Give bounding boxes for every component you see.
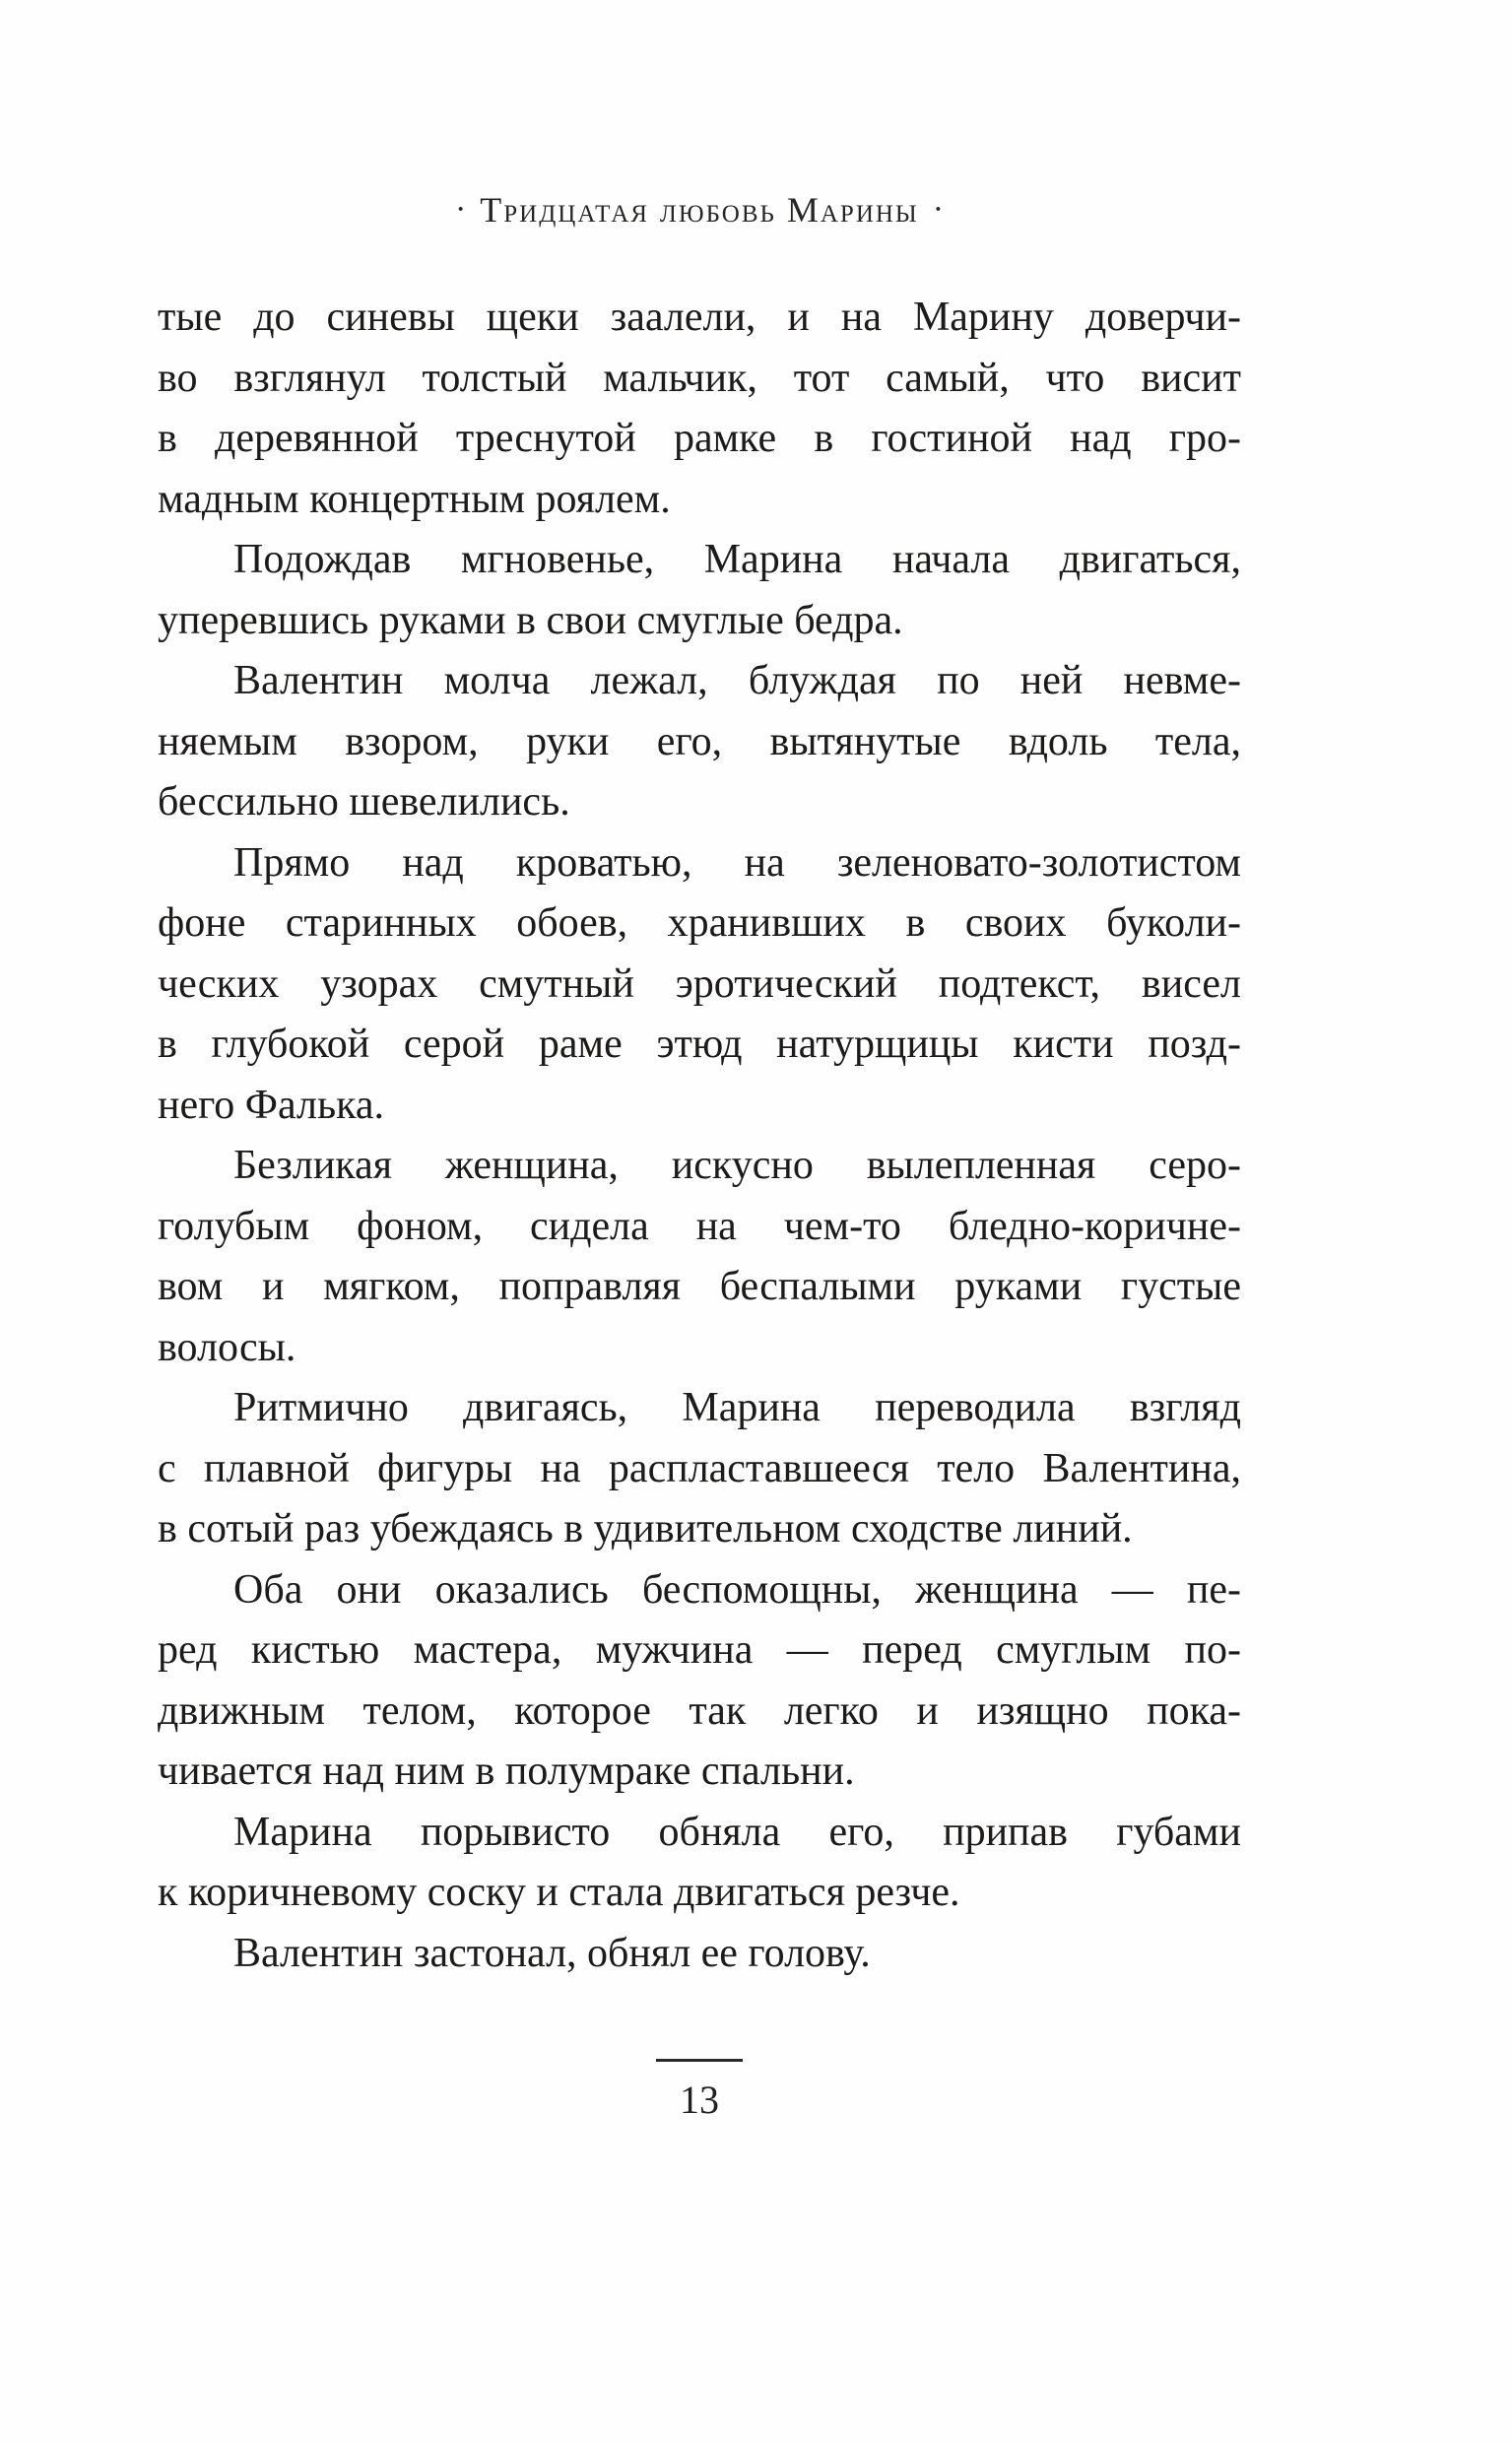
header-ornament-right: · (932, 191, 945, 228)
text-line: в сотый раз убеждаясь в удивительном сходстве линий. (158, 1506, 1133, 1552)
text-line: Безликая женщина, искусно вылепленная серо- (233, 1143, 1241, 1188)
text-line: во взглянул толстый мальчик, тот самый, что висит (158, 355, 1241, 401)
text-line: фоне старинных обоев, хранивших в своих буколи- (158, 900, 1241, 946)
running-header-title: Тридцатая любовь Марины (480, 190, 919, 230)
text-line: Марина порывисто обняла его, припав губами (233, 1809, 1241, 1855)
text-line: уперевшись руками в свои смуглые бедра. (158, 597, 903, 643)
text-line: мадным концертным роялем. (158, 476, 671, 522)
text-line: к коричневому соску и стала двигаться резче. (158, 1870, 960, 1915)
text-line: Подождав мгновенье, Марина начала двигаться, (233, 537, 1241, 582)
text-line: него Фалька. (158, 1082, 385, 1128)
text-line: движным телом, которое так легко и изящно пока- (158, 1687, 1241, 1734)
running-header (158, 190, 1241, 231)
text-line: тые до синевы щеки заалели, и на Марину доверчи- (158, 295, 1241, 340)
body-text (158, 288, 1241, 1984)
text-line: чивается над ним в полумраке спальни. (158, 1749, 855, 1794)
text-line: в деревянной треснутой рамке в гостиной над гро- (158, 416, 1241, 461)
text-line: Прямо над кроватью, на зеленовато-золотистом (233, 839, 1241, 886)
footer-divider (656, 2059, 743, 2062)
text-line: ческих узорах смутный эротический подтекст, висел (158, 960, 1241, 1007)
text-line: с плавной фигуры на распластавшееся тело Валентина, (158, 1445, 1241, 1491)
text-line: ред кистью мастера, мужчина — перед смуглым по- (158, 1627, 1241, 1673)
header-ornament-left: · (454, 191, 467, 228)
text-line: Валентин застонал, обнял ее голову. (233, 1930, 871, 1976)
text-line: в глубокой серой раме этюд натурщицы кисти позд- (158, 1022, 1241, 1067)
text-line: няемым взором, руки его, вытянутые вдоль тела, (158, 718, 1241, 764)
text-line: Валентин молча лежал, блуждая по ней невме- (233, 658, 1241, 703)
text-line: голубым фоном, сидела на чем-то бледно-коричне- (158, 1203, 1241, 1249)
text-line: бессильно шевелились. (158, 779, 570, 825)
text-line: Ритмично двигаясь, Марина переводила взгляд (233, 1385, 1241, 1430)
text-line: Оба они оказались беспомощны, женщина — пе- (233, 1566, 1241, 1613)
text-line: вом и мягком, поправляя беспалыми руками густые (158, 1264, 1241, 1309)
text-line: волосы. (158, 1324, 296, 1370)
page-number: 13 (680, 2078, 719, 2122)
